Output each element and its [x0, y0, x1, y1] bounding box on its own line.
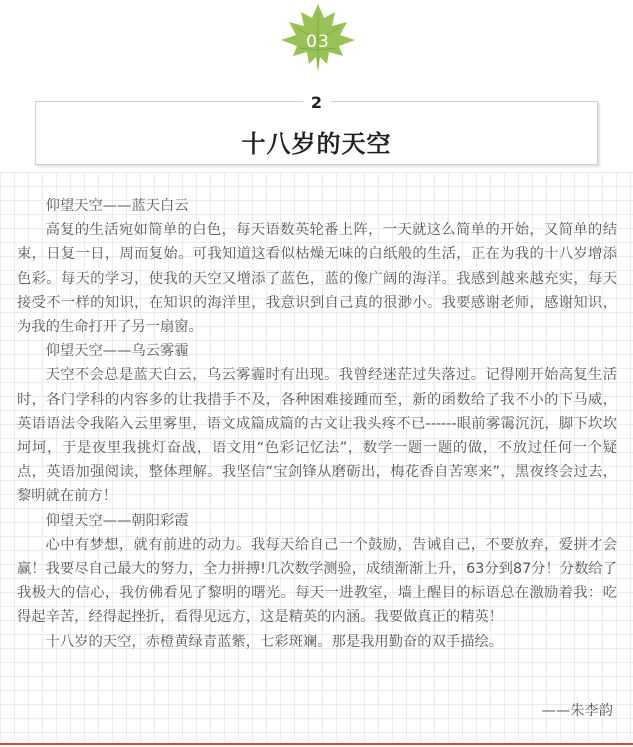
article-number: 2 [303, 93, 330, 112]
paragraph: 心中有梦想，就有前进的动力。我每天给自己一个鼓励，告诫自己，不要放弃，爱拼才会赢！我要尽自己最大的努力，全力拼搏!几次数学测验，成绩渐渐上升，63分到87分！分数给了我极大的信心，我仿佛看见了黎明的曙光。每天一进教室，墙上醒目的标语总在激励着我：吃得起辛苦，经得起挫折，看得见远方，这是精英的内涵。我要做真正的精英！ [17, 536, 617, 626]
section-heading-dark-clouds: 仰望天空——乌云雾霾 [45, 343, 189, 360]
article-title: 十八岁的天空 [241, 130, 392, 158]
paragraph: 高复的生活宛如简单的白色，每天语数英轮番上阵，一天就这么简单的开始，又简单的结束，日复一日，周而复始。可我知道这看似枯燥无味的白纸般的生活，正在为我的十八岁增添色彩。每天的学习，使我的天空又增添了蓝色，蓝的像广阔的海洋。我感到越来越充实，每天接受不一样的知识，在知识的海洋里，我意识到自己真的很渺小。我要感谢老师，感谢知识，为我的生命打开了另一扇窗。 [17, 222, 617, 336]
paragraph: 天空不会总是蓝天白云，乌云雾霾时有出现。我曾经迷茫过失落过。记得刚开始高复生活时，各门学科的内容多的让我措手不及，各种困难接踵而至，新的函数给了我不小的下马威，英语语法令我陷入云里雾里，语文成篇成篇的古文让我头疼不已------眼前雾霭沉沉，脚下坎坎坷坷，于是夜里我挑灯奋战，语文用“色彩记忆法”，数学一题一题的做，不放过任何一个疑点，英语加强阅读，整体理解。我坚信“宝剑锋从磨砺出，梅花香自苦寒来”，黑夜终会过去，黎明就在前方！ [17, 367, 617, 505]
author-signature: ——朱李韵 [541, 703, 613, 719]
article-body [17, 194, 617, 654]
section-heading-morning-sun: 仰望天空——朝阳彩霞 [45, 512, 189, 529]
section-heading-blue-sky: 仰望天空——蓝天白云 [45, 198, 189, 214]
title-box [35, 93, 598, 165]
bottom-divider [0, 743, 633, 745]
closing-paragraph: 十八岁的天空，赤橙黄绿青蓝紫，七彩斑斓。那是我用勤奋的双手描绘。 [45, 633, 504, 650]
section-badge [277, 2, 359, 74]
section-number: 03 [306, 32, 330, 52]
